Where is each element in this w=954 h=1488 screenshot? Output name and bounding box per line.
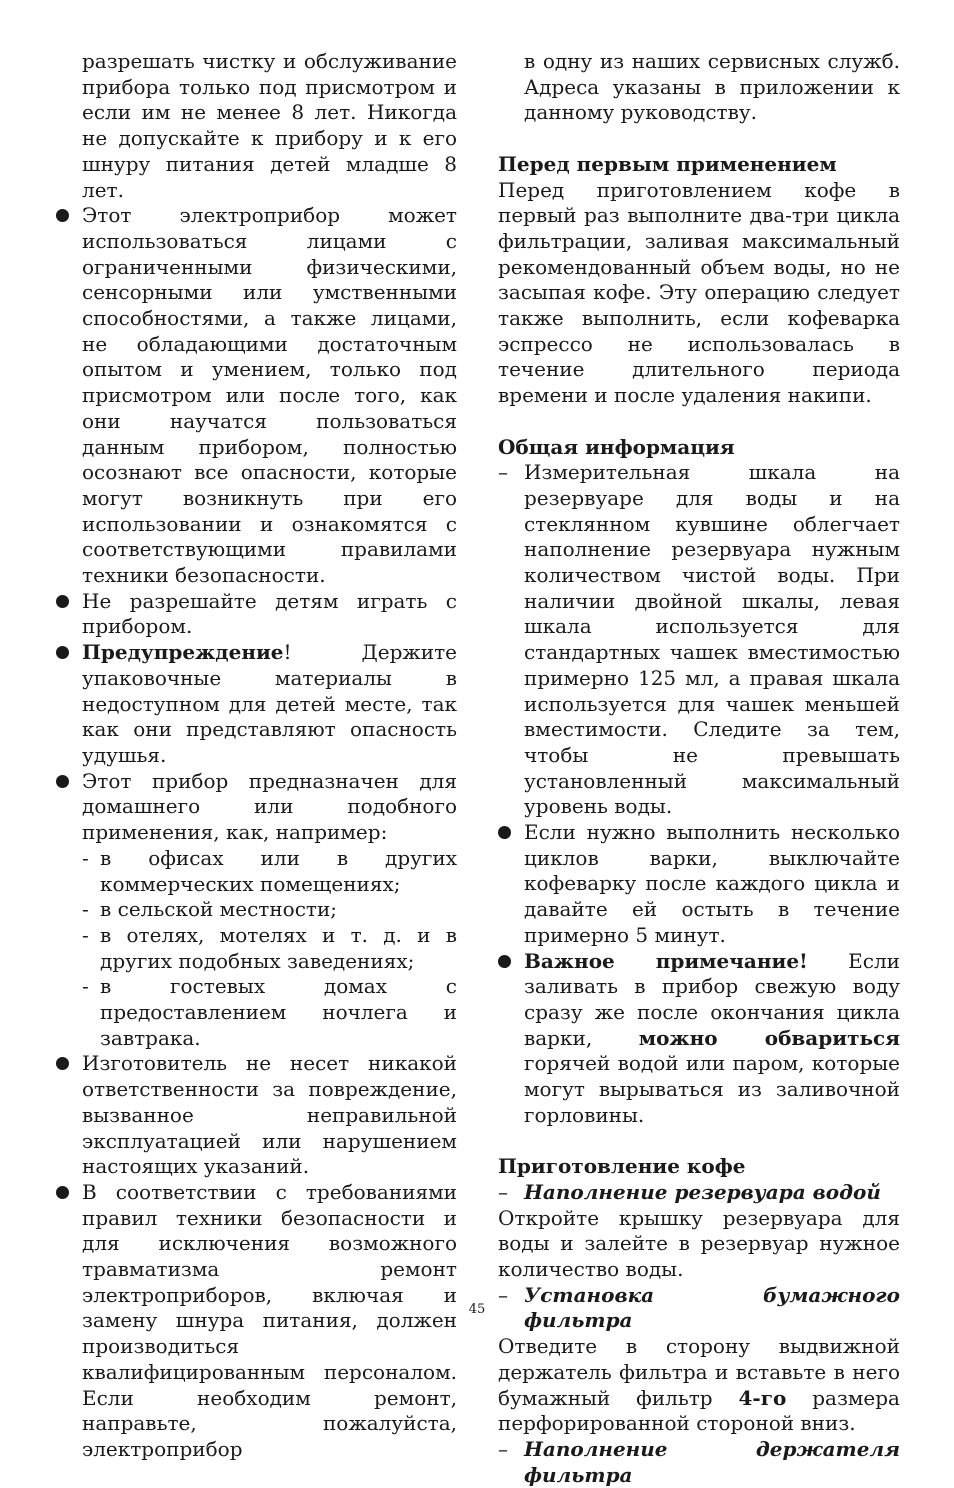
- step-text: размера перфорированной стороной вниз.: [498, 1385, 900, 1436]
- bullet-text: Если заливать в прибор свежую воду сразу же после окончания цикла варки,: [524, 948, 900, 1050]
- dash-mark: -: [82, 845, 89, 870]
- step-paragraph: [498, 1334, 900, 1437]
- spacer: [498, 1129, 900, 1155]
- right-column: [498, 49, 900, 1488]
- sub-list-item: [56, 923, 457, 974]
- important-label: Важное примечание!: [524, 948, 808, 973]
- bullet-item-important: [498, 949, 900, 1129]
- warning-label: Предупреждение: [82, 640, 284, 665]
- bullet-dot-icon: [56, 1057, 69, 1070]
- page-number: 45: [468, 1302, 486, 1317]
- dash-mark: –: [498, 1179, 508, 1204]
- burn-warning: можно обвариться: [638, 1025, 900, 1050]
- bullet-dot-icon: [498, 955, 511, 968]
- bullet-text: ! Держите упаковочные материалы в недоступном для детей месте, так как они представляют опасность удушья.: [82, 640, 457, 767]
- sub-list-text: в отелях, мотелях и т. д. и в других подобных заведениях;: [100, 922, 457, 973]
- bullet-item: [56, 1180, 457, 1463]
- dash-mark: -: [82, 897, 89, 922]
- bullet-dot-icon: [56, 646, 69, 659]
- bullet-text: Этот прибор предназначен для домашнего или подобного применения, как, например:: [82, 768, 457, 845]
- bullet-item: [498, 820, 900, 949]
- first-use-paragraph: Перед приготовлением кофе в первый раз выполните два-три цикла фильтрации, заливая максимальный рекомендованный объем воды, но не засыпая кофе. Эту операцию следует также выполнить, если кофеварка эспрессо не использовалась в течение длительного периода времени и после удаления накипи.: [498, 177, 900, 408]
- bullet-dot-icon: [56, 595, 69, 608]
- bullet-text: В соответствии с требованиями правил техники безопасности и для исключения возможного травматизма ремонт электроприборов, включая и замену шнура питания, должен производиться квалифицированным персоналом. Если необходим ремонт, направьте, пожалуйста, электроприбор: [82, 1179, 457, 1461]
- sub-list-text: в сельской местности;: [100, 897, 338, 922]
- bullet-item: [56, 1051, 457, 1180]
- section-heading-general: Общая информация: [498, 434, 735, 459]
- dash-text: Измерительная шкала на резервуаре для воды и на стеклянном кувшине облегчает наполнение резервуара нужным количеством чистой воды. При наличии двойной шкалы, левая шкала используется для стандартных чашек вместимостью примерно 125 мл, а правая шкала используется для чашек меньшей вместимости. Следите за тем, чтобы не превышать установленный максимальный уровень воды.: [524, 460, 900, 819]
- bullet-dot-icon: [56, 209, 69, 222]
- bullet-item: [56, 769, 457, 846]
- sub-list-item: [56, 974, 457, 1051]
- continuation-paragraph: в одну из наших сервисных служб. Адреса указаны в приложении к данному руководству.: [524, 49, 900, 125]
- bullet-dot-icon: [56, 1186, 69, 1199]
- left-column: [56, 49, 457, 1463]
- dash-mark: –: [498, 460, 508, 485]
- step-title: Установка бумажного фильтра: [524, 1282, 900, 1333]
- bullet-text: Этот электроприбор может использоваться лицами с ограниченными физическими, сенсорными или умственными способностями, а также лицами, не обладающими достаточным опытом и умением, только под присмотром или после того, как они научатся пользоваться данным прибором, полностью осознают все опасности, которые могут возникнуть при его использовании и ознакомятся с соответствующими правилами техники безопасности.: [82, 203, 457, 588]
- step-title: Наполнение резервуара водой: [524, 1179, 881, 1204]
- spacer: [498, 126, 900, 152]
- dash-item: [498, 460, 900, 820]
- bullet-item: [56, 203, 457, 589]
- sub-list-item: [56, 846, 457, 897]
- sub-list-text: в гостевых домах с предоставлением ночлега и завтрака.: [100, 974, 457, 1050]
- step-paragraph: Откройте крышку резервуара для воды и залейте в резервуар нужное количество воды.: [498, 1205, 900, 1281]
- bullet-item-warning: [56, 640, 457, 769]
- bullet-dot-icon: [56, 775, 69, 788]
- bullet-text: Не разрешайте детям играть с прибором.: [82, 588, 457, 639]
- bullet-text: горячей водой или паром, которые могут вырываться из заливочной горловины.: [524, 1051, 900, 1127]
- dash-mark: –: [498, 1436, 508, 1461]
- dash-mark: –: [498, 1282, 508, 1307]
- bullet-text: Если нужно выполнить несколько циклов варки, выключайте кофеварку после каждого цикла и давайте ей остыть в течение примерно 5 минут.: [524, 820, 900, 947]
- sub-list-item: [56, 897, 457, 923]
- bullet-text: Изготовитель не несет никакой ответственности за повреждение, вызванное неправильной эксплуатацией или нарушением настоящих указаний.: [82, 1051, 457, 1179]
- step-heading: [498, 1180, 900, 1206]
- step-title: Наполнение держателя фильтра: [524, 1436, 900, 1487]
- dash-mark: -: [82, 974, 89, 999]
- sub-list-text: в офисах или в других коммерческих помещениях;: [100, 845, 457, 896]
- step-heading: [498, 1437, 900, 1488]
- filter-size: 4-го: [738, 1385, 787, 1410]
- bullet-item: [56, 589, 457, 640]
- dash-mark: -: [82, 922, 89, 947]
- spacer: [498, 409, 900, 435]
- bullet-dot-icon: [498, 826, 511, 839]
- section-heading-coffee: Приготовление кофе: [498, 1154, 746, 1179]
- section-heading-first-use: Перед первым применением: [498, 151, 837, 176]
- step-text: Отведите в сторону выдвижной держатель фильтра и вставьте в него бумажный фильтр: [498, 1334, 900, 1410]
- intro-paragraph: разрешать чистку и обслуживание прибора только под присмотром и если им не менее 8 лет. Никогда не допускайте к прибору и к его шнуру питания детей младше 8 лет.: [82, 49, 457, 202]
